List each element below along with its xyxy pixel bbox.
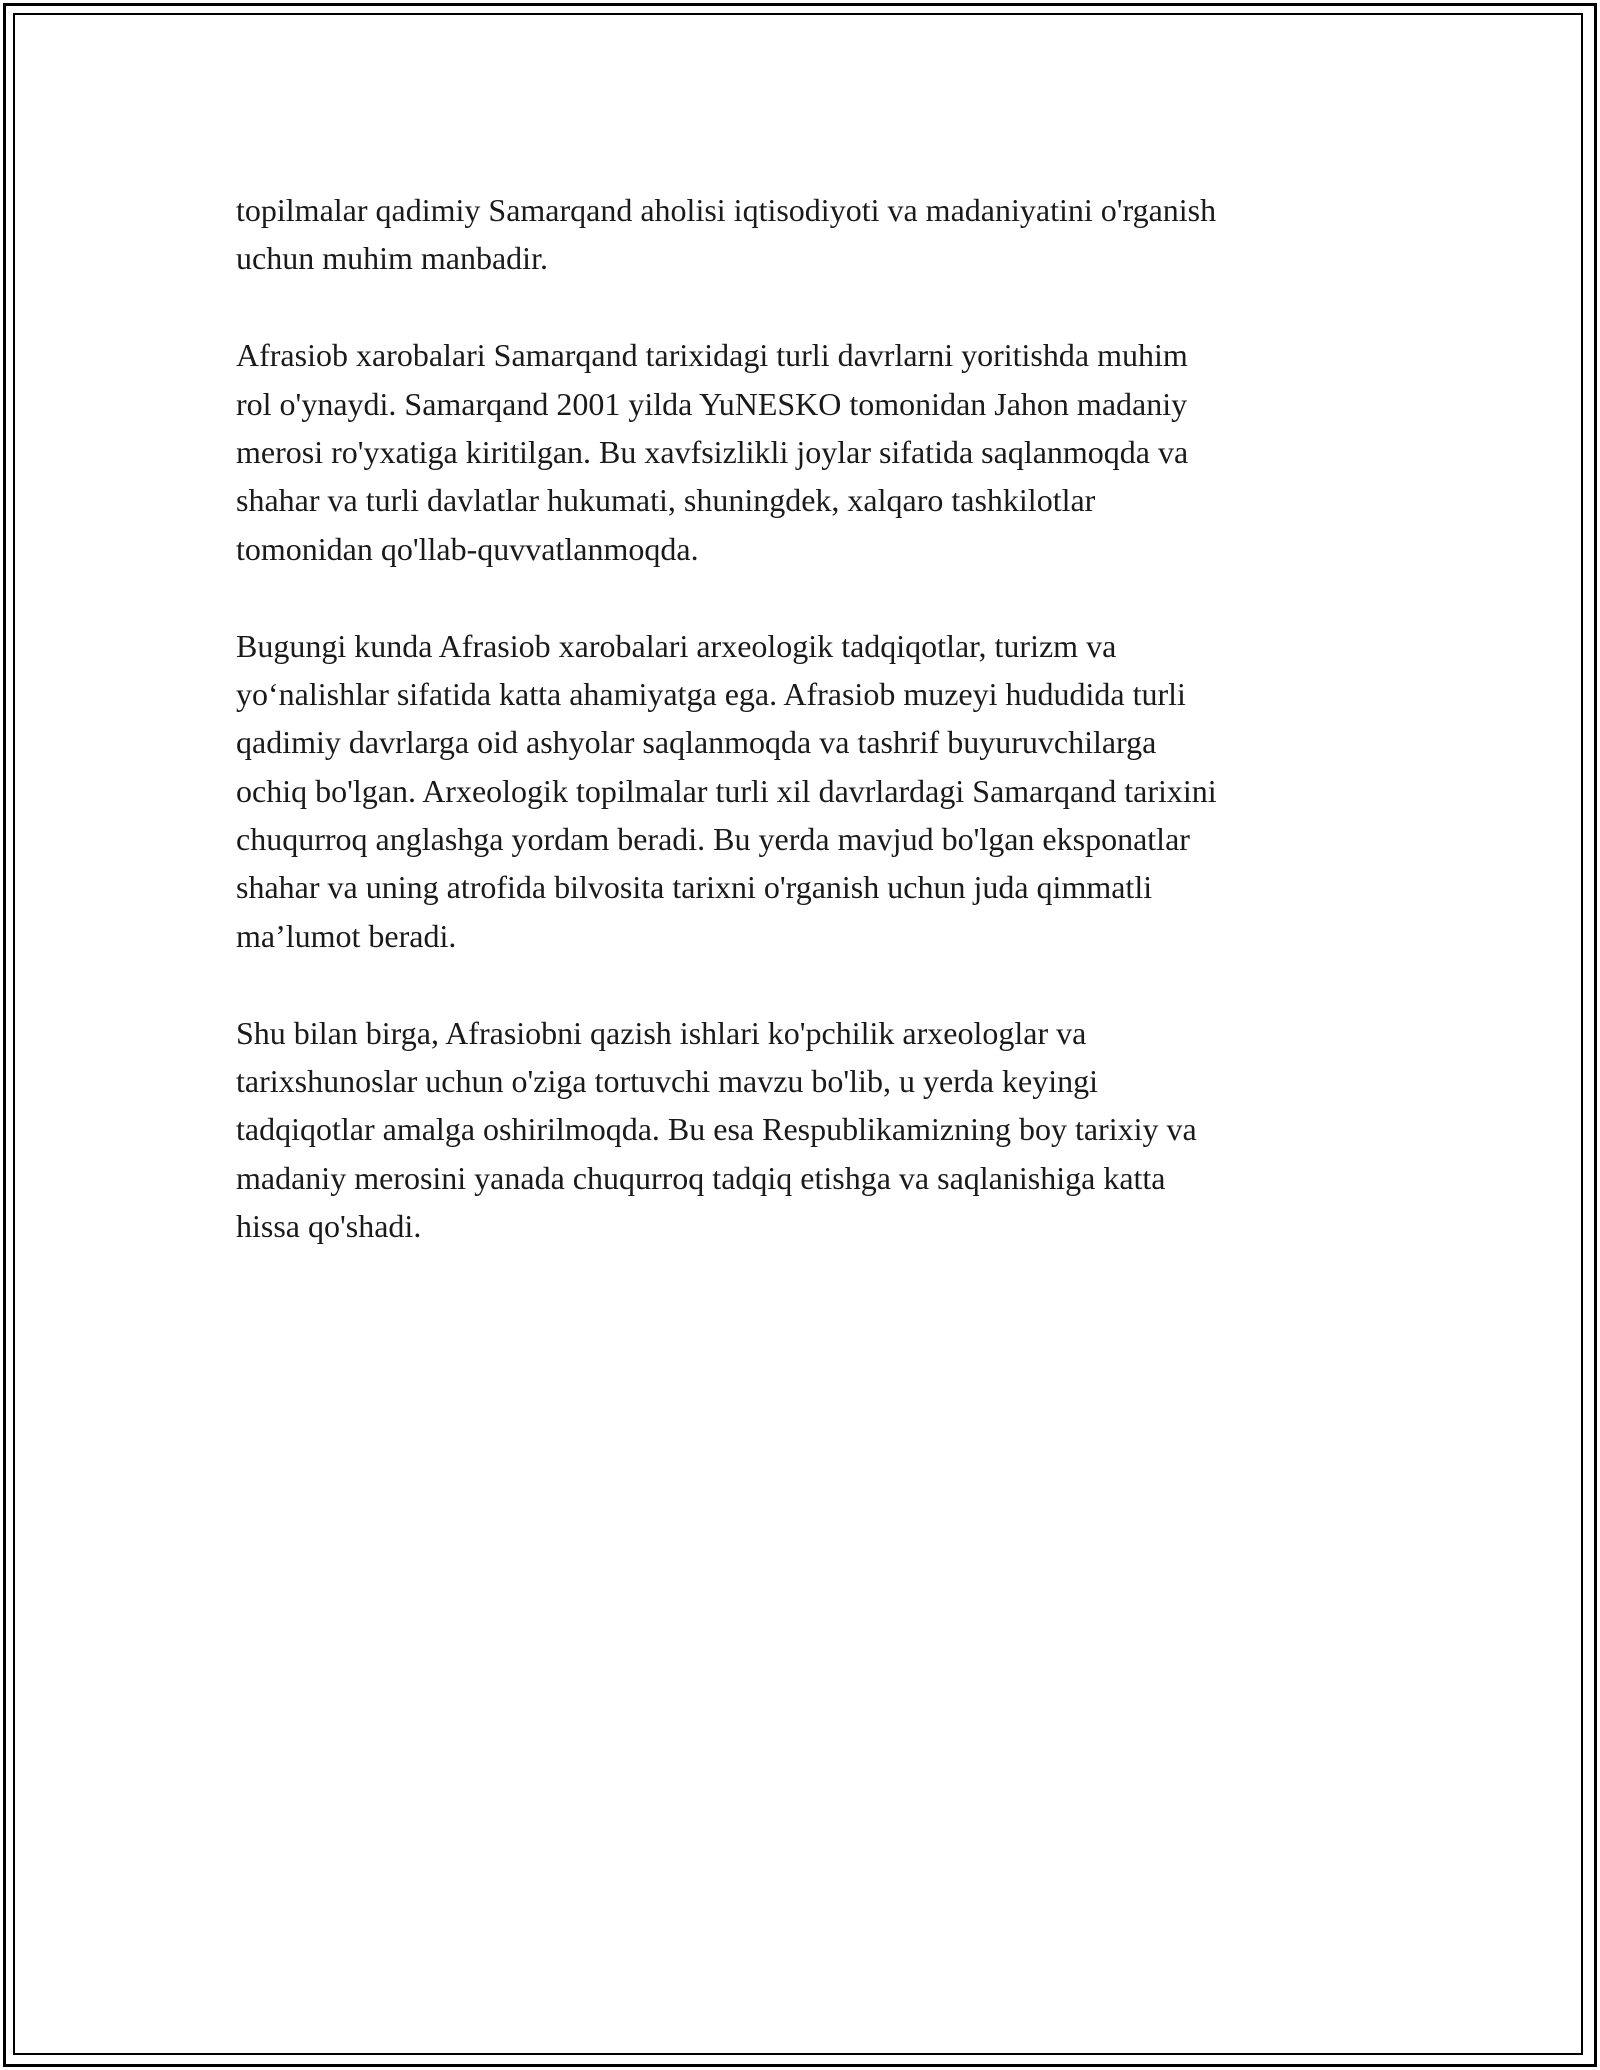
text-line: Shu bilan birga, Afrasiobni qazish ishlari ko'pchilik arxeologlar va <box>236 1014 1087 1051</box>
paragraph-4 <box>236 1009 1376 1251</box>
text-line: Bugungi kunda Afrasiob xarobalari arxeologik tadqiqotlar, turizm va <box>236 627 1117 664</box>
text-line: tarixshunoslar uchun o'ziga tortuvchi mavzu bo'lib, u yerda keyingi <box>236 1063 1098 1100</box>
text-line: Afrasiob xarobalari Samarqand tarixidagi turli davrlarni yoritishda muhim <box>236 337 1188 374</box>
text-line: topilmalar qadimiy Samarqand aholisi iqtisodiyoti va madaniyatini o'rganish <box>236 192 1217 228</box>
text-line: tadqiqotlar amalga oshirilmoqda. Bu esa Respublikamizning boy tarixiy va <box>236 1111 1197 1148</box>
text-line: madaniy merosini yanada chuqurroq tadqiq etishga va saqlanishiga katta <box>236 1159 1166 1196</box>
text-line: shahar va uning atrofida bilvosita tarixni o'rganish uchun juda qimmatli <box>236 869 1153 906</box>
text-line: rol o'ynaydi. Samarqand 2001 yilda YuNESKO tomonidan Jahon madaniy <box>236 385 1188 422</box>
text-line: uchun muhim manbadir. <box>236 240 548 277</box>
text-line: ma’lumot beradi. <box>236 917 457 954</box>
paragraph-2 <box>236 331 1376 573</box>
text-line: tomonidan qo'llab-quvvatlanmoqda. <box>236 530 699 567</box>
text-line: chuqurroq anglashga yordam beradi. Bu yerda mavjud bo'lgan eksponatlar <box>236 821 1190 858</box>
text-line: qadimiy davrlarga oid ashyolar saqlanmoqda va tashrif buyuruvchilarga <box>236 724 1157 761</box>
text-line: merosi ro'yxatiga kiritilgan. Bu xavfsizlikli joylar sifatida saqlanmoqda va <box>236 433 1189 470</box>
text-line: yo‘nalishlar sifatida katta ahamiyatga ega. Afrasiob muzeyi hududida turli <box>236 675 1186 712</box>
text-line: shahar va turli davlatlar hukumati, shuningdek, xalqaro tashkilotlar <box>236 482 1096 519</box>
text-line: hissa qo'shadi. <box>236 1208 422 1245</box>
document-body <box>236 186 1376 1299</box>
text-line: ochiq bo'lgan. Arxeologik topilmalar turli xil davrlardagi Samarqand tarixini <box>236 772 1217 809</box>
paragraph-1 <box>236 186 1376 283</box>
paragraph-3 <box>236 622 1376 961</box>
